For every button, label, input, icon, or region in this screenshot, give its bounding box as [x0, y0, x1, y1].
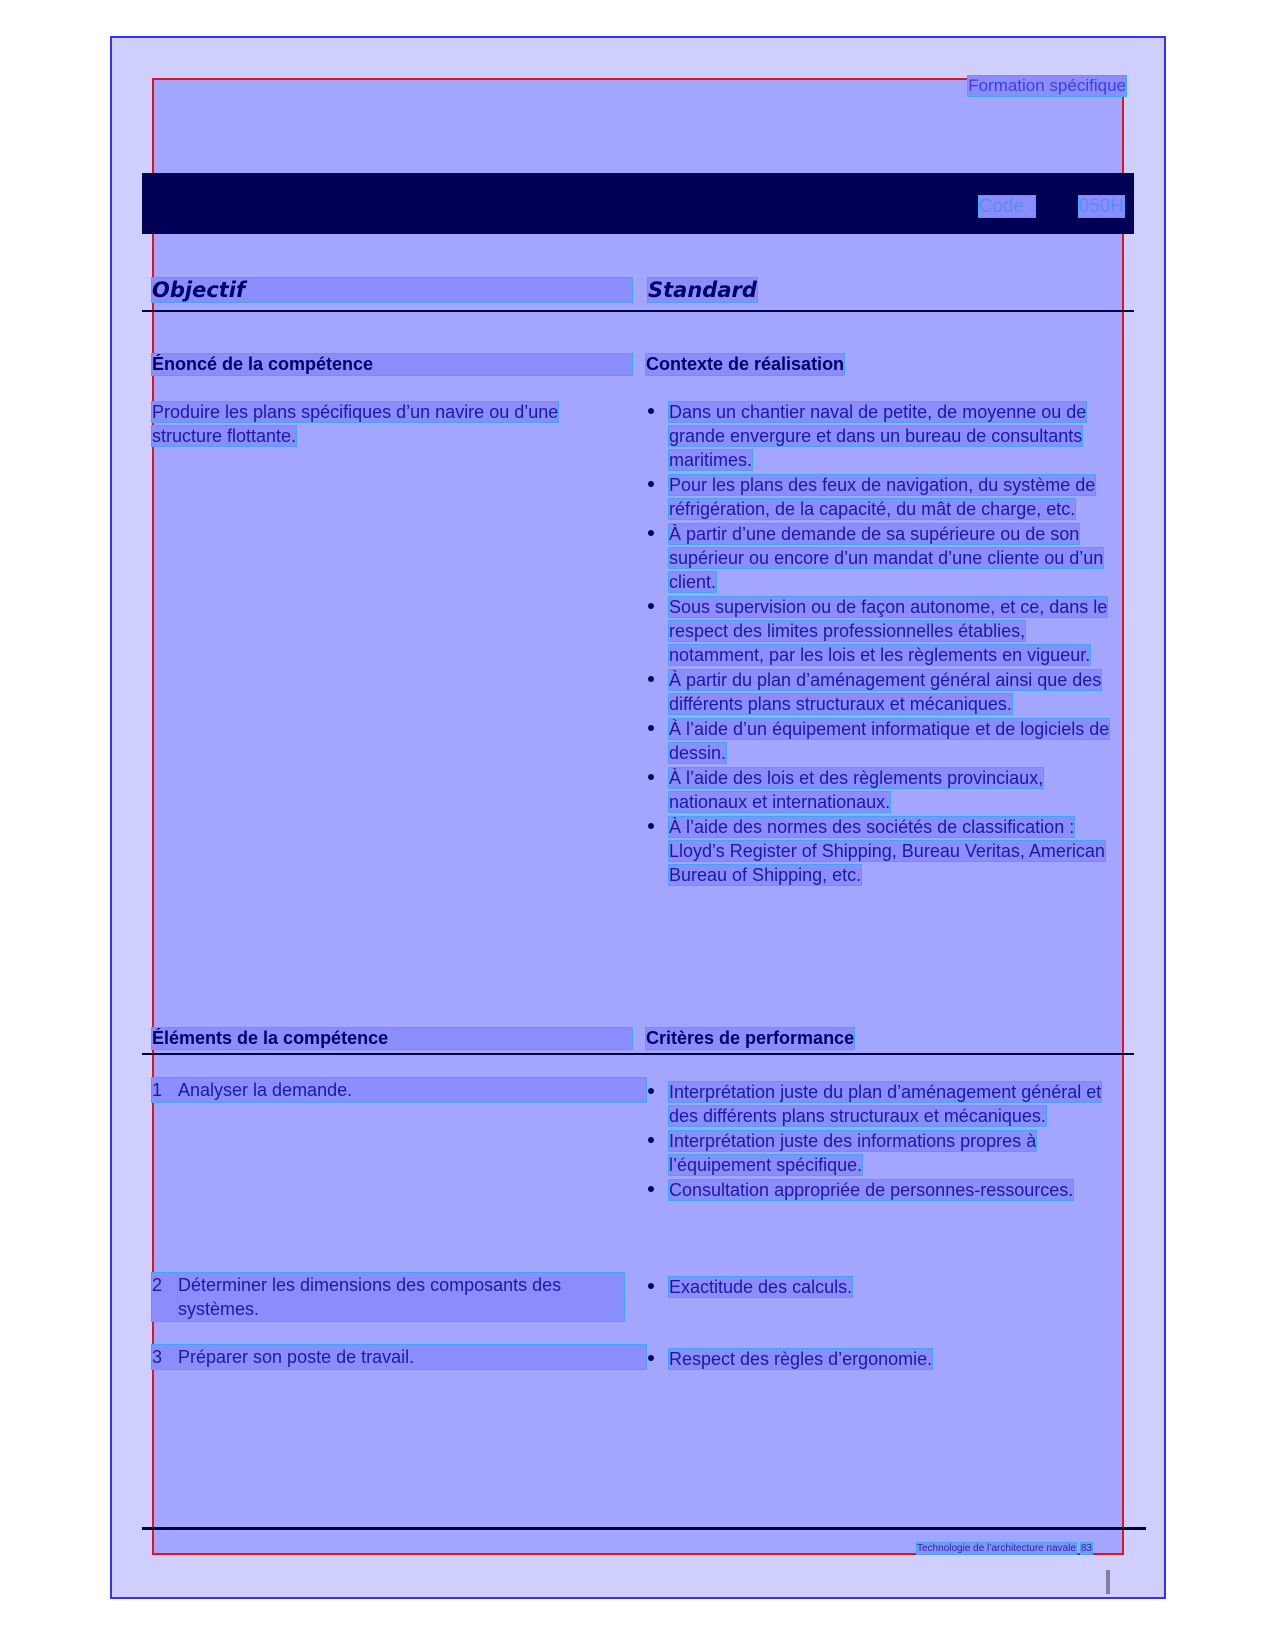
margin-mark: [1106, 1570, 1110, 1594]
element-item-3: 3 Préparer son poste de travail.: [152, 1345, 646, 1369]
list-item: À l’aide des lois et des règlements provinciaux, nationaux et internationaux.: [646, 766, 1122, 814]
contexte-list-container: [646, 400, 1122, 888]
list-item: Interprétation juste du plan d’aménagement général et des différents plans structuraux et mécaniques.: [646, 1080, 1122, 1128]
list-item: Dans un chantier naval de petite, de moyenne ou de grande envergure et dans un bureau de consultants maritimes.: [646, 400, 1122, 472]
objectif-heading: Objectif: [152, 278, 632, 302]
contexte-list: [646, 400, 1122, 887]
criteres-list-3: [646, 1347, 1122, 1371]
code-label: [979, 196, 1124, 218]
list-item: Interprétation juste des informations propres à l’équipement spécifique.: [646, 1129, 1122, 1177]
page-number: 83: [1080, 1543, 1092, 1554]
list-item: Exactitude des calculs.: [646, 1275, 1122, 1299]
list-item: À l’aide d’un équipement informatique et de logiciels de dessin.: [646, 717, 1122, 765]
footer-rule: [142, 1527, 1146, 1530]
code-caption: Code :: [978, 196, 1035, 217]
enonce-label: Énoncé de la compétence: [152, 354, 632, 375]
criteres-group-2: [646, 1275, 1122, 1300]
criteres-label: Critères de performance: [646, 1028, 855, 1048]
criteres-list-2: [646, 1275, 1122, 1299]
list-item: À partir d’une demande de sa supérieure ou de son supérieur ou encore d’un mandat d’une cliente ou d’un client.: [646, 522, 1122, 594]
contexte-label: Contexte de réalisation: [646, 354, 845, 374]
elements-divider: [142, 1053, 1134, 1055]
criteres-group-3: [646, 1347, 1122, 1372]
list-item: Respect des règles d’ergonomie.: [646, 1347, 1122, 1371]
footer-text: Technologie de l’architecture navale: [917, 1543, 1076, 1554]
elements-label: Éléments de la compétence: [152, 1028, 632, 1049]
list-item: À partir du plan d’aménagement général ainsi que des différents plans structuraux et mécaniques.: [646, 668, 1122, 716]
enonce-text-content: Produire les plans spécifiques d’un navire ou d’une structure flottante.: [152, 402, 559, 446]
criteres-list-1: [646, 1080, 1122, 1202]
list-item: Sous supervision ou de façon autonome, et ce, dans le respect des limites professionnelles établies, notamment, par les lois et les règlements en vigueur.: [646, 595, 1122, 667]
element-item-1: 1 Analyser la demande.: [152, 1078, 646, 1102]
code-value: 050H: [1078, 196, 1124, 217]
list-item: À l’aide des normes des sociétés de classification : Lloyd’s Register of Shipping, Bureau Veritas, American Bureau of Shipping, etc.: [646, 815, 1122, 887]
enonce-text: [152, 400, 632, 448]
element-item-2: 2 Déterminer les dimensions des composants des systèmes.: [152, 1273, 646, 1321]
criteres-group-1: [646, 1080, 1122, 1203]
standard-heading: Standard: [648, 278, 757, 302]
list-item: Consultation appropriée de personnes-ressources.: [646, 1178, 1122, 1202]
program-label: Formation spécifique: [968, 76, 1126, 95]
list-item: Pour les plans des feux de navigation, du système de réfrigération, de la capacité, du mât de charge, etc.: [646, 473, 1122, 521]
section-divider: [142, 310, 1134, 312]
